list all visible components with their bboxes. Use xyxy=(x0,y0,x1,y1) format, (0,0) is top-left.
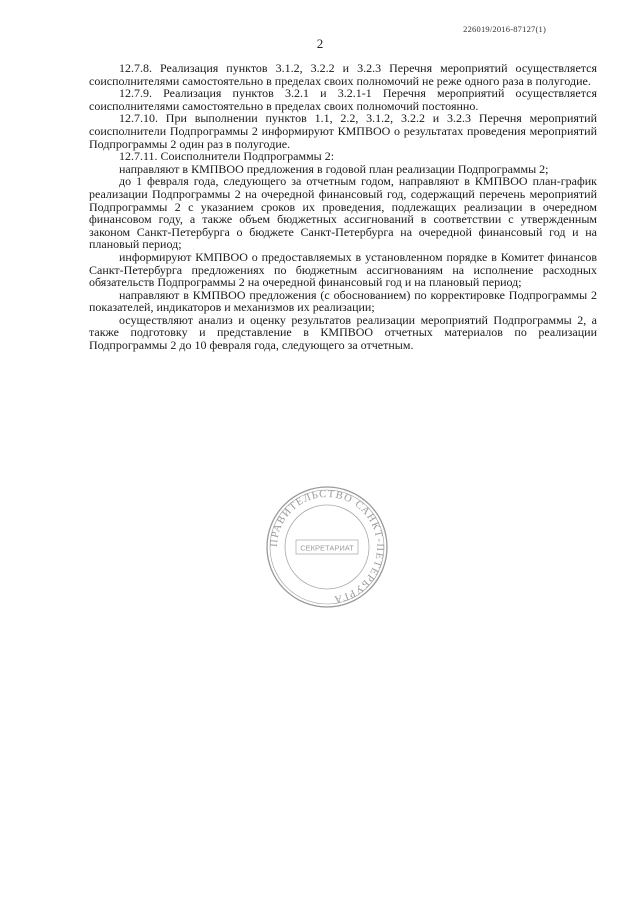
document-body xyxy=(89,62,597,352)
page-number: 2 xyxy=(316,36,324,51)
list-item-schedule: до 1 февраля года, следующего за отчетным годом, направляют в КМПВОО план-график реализации Подпрограммы 2 на очередной финансовый год, содержащий перечень мероприятий Подпрограммы 2 с указанием сроков их проведения, подлежащих реализации в очередном финансовом году, а также объем бюджетных ассигнований в соответствии с утвержденным законом Санкт-Петербурга о бюджете Санкт-Петербурга на очередной финансовый год и на плановый период; xyxy=(89,174,597,252)
list-item-annual-plan: направляют в КМПВОО предложения в годовой план реализации Подпрограммы 2; xyxy=(119,161,549,176)
paragraph-12-7-8: 12.7.8. Реализация пунктов 3.1.2, 3.2.2 и 3.2.3 Перечня мероприятий осуществляется соисполнителями самостоятельно в пределах своих полномочий не реже одного раза в полугодие. xyxy=(89,61,597,88)
document-registration-number: 226019/2016-87127(1) xyxy=(463,24,546,34)
list-item-adjustment-proposals: направляют в КМПВОО предложения (с обоснованием) по корректировке Подпрограммы 2 показателей, индикаторов и механизмов их реализации; xyxy=(89,287,597,315)
paragraph-12-7-10: 12.7.10. При выполнении пунктов 1.1, 2.2, 3.1.2, 3.2.2 и 3.2.3 Перечня мероприятий соисполнители Подпрограммы 2 информируют КМПВОО о результатах проведения мероприятий Подпрограммы 2 один раз в полугодие. xyxy=(89,111,597,151)
seal-outer-text: ПРАВИТЕЛЬСТВО САНКТ-ПЕТЕРБУРГА xyxy=(268,488,386,605)
paragraph-12-7-11: 12.7.11. Соисполнители Подпрограммы 2: xyxy=(119,149,335,164)
official-seal-stamp xyxy=(264,484,390,610)
list-item-analysis-reports: осуществляют анализ и оценку результатов реализации мероприятий Подпрограммы 2, а также подготовку и представление в КМПВОО отчетных материалов по реализации Подпрограммы 2 до 10 февраля года, следующего за отчетным. xyxy=(89,312,597,353)
seal-center-text: СЕКРЕТАРИАТ xyxy=(300,543,354,553)
list-item-budget-proposals: информируют КМПВОО о предоставляемых в установленном порядке в Комитет финансов Санкт-Петербурга предложениях по бюджетным ассигнованиям на исполнение расходных обязательств Подпрограммы 2 на очередной финансовый год и на плановый период; xyxy=(89,249,597,290)
paragraph-12-7-9: 12.7.9. Реализация пунктов 3.2.1 и 3.2.1-1 Перечня мероприятий осуществляется соисполнителями самостоятельно в пределах своих полномочий постоянно. xyxy=(89,86,597,113)
